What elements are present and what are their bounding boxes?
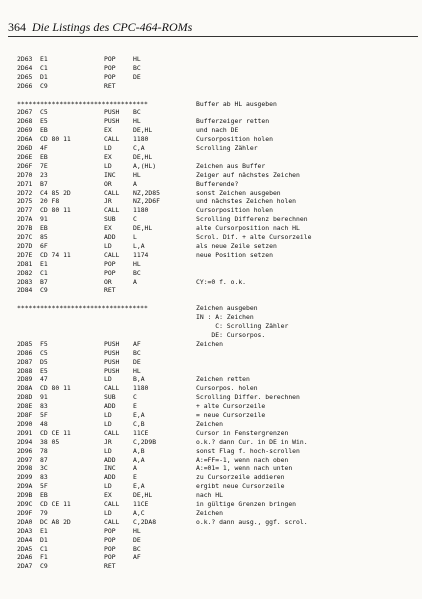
operand: C <box>133 393 137 402</box>
page-number: 364 <box>8 20 26 34</box>
address: 2D87 <box>17 357 33 366</box>
mnemonic: LD <box>104 411 112 419</box>
address: 2D7C <box>17 233 33 241</box>
mnemonic: CALL <box>104 250 120 259</box>
comment: und nach DE <box>196 126 239 135</box>
comment: Zeichen <box>196 339 223 348</box>
mnemonic: LD <box>104 375 112 384</box>
operand: DE,HL <box>133 126 153 135</box>
mnemonic: LD <box>104 508 112 517</box>
opcode-bytes: 47 <box>40 375 48 384</box>
note-text: DE: Cursorpos. <box>196 330 266 339</box>
opcode-bytes: EB <box>40 491 48 500</box>
address: 2D8F <box>17 411 33 419</box>
note-text: IN : A: Zeichen <box>196 313 254 322</box>
comment: + alte Cursorzeile <box>196 402 266 411</box>
section-title: Zeichen ausgeben <box>196 304 258 313</box>
address: 2D9B <box>17 491 33 500</box>
comment: alte Cursorposition nach HL <box>196 224 300 233</box>
mnemonic: CALL <box>104 500 120 508</box>
mnemonic: INC <box>104 464 116 473</box>
address: 2D8E <box>17 402 33 411</box>
operand: HL <box>133 526 141 535</box>
address: 2D85 <box>17 339 33 348</box>
opcode-bytes: 6F <box>40 241 48 250</box>
opcode-bytes: C5 <box>40 348 48 357</box>
comment: Zeiger auf nächstes Zeichen <box>196 170 300 179</box>
mnemonic: RET <box>104 562 116 571</box>
opcode-bytes: C1 <box>40 63 48 72</box>
mnemonic: PUSH <box>104 108 120 117</box>
address: 2D71 <box>17 179 33 188</box>
address: 2DA0 <box>17 517 33 526</box>
opcode-bytes: 91 <box>40 215 48 224</box>
opcode-bytes: 4F <box>40 144 48 152</box>
operand: BC <box>133 268 141 277</box>
operand: DE <box>133 72 141 81</box>
mnemonic: CALL <box>104 206 120 215</box>
comment: = neue Cursorzeile <box>196 411 266 419</box>
address: 2D97 <box>17 455 33 464</box>
mnemonic: CALL <box>104 384 120 393</box>
address: 2D7E <box>17 250 33 259</box>
address: 2D77 <box>17 206 33 215</box>
separator-stars: ********************************** <box>17 99 148 108</box>
separator-stars: ********************************** <box>17 304 148 313</box>
opcode-bytes: 7E <box>40 161 48 170</box>
opcode-bytes: 48 <box>40 419 48 428</box>
mnemonic: EX <box>104 491 112 500</box>
mnemonic: POP <box>104 55 116 63</box>
comment: Zeichen aus Buffer <box>196 161 266 170</box>
comment: als neue Zeile setzen <box>196 241 277 250</box>
operand: E <box>133 402 137 411</box>
address: 2D70 <box>17 170 33 179</box>
operand: HL <box>133 366 141 375</box>
section-title: Buffer ab HL ausgeben <box>196 99 277 108</box>
mnemonic: LD <box>104 419 112 428</box>
opcode-bytes: 23 <box>40 170 48 179</box>
operand: NZ,2D85 <box>133 188 160 197</box>
address: 2D9F <box>17 508 33 517</box>
mnemonic: EX <box>104 126 112 135</box>
mnemonic: RET <box>104 286 116 295</box>
mnemonic: LD <box>104 446 112 455</box>
comment: zu Cursorzeile addieren <box>196 473 285 482</box>
operand: E,A <box>133 411 145 419</box>
opcode-bytes: 91 <box>40 393 48 402</box>
operand: A,C <box>133 508 145 517</box>
opcode-bytes: CD 80 11 <box>40 206 71 215</box>
address: 2D8A <box>17 384 33 393</box>
opcode-bytes: EB <box>40 126 48 135</box>
mnemonic: PUSH <box>104 339 120 348</box>
address: 2D8D <box>17 393 33 402</box>
address: 2DA3 <box>17 526 33 535</box>
operand: AF <box>133 339 141 348</box>
operand: A <box>133 277 137 286</box>
comment: Zeichen <box>196 419 223 428</box>
operand: C <box>133 215 137 224</box>
operand: L,A <box>133 241 145 250</box>
opcode-bytes: C1 <box>40 268 48 277</box>
opcode-bytes: DC A8 2D <box>40 517 71 526</box>
mnemonic: PUSH <box>104 117 120 126</box>
address: 2D91 <box>17 428 33 437</box>
opcode-bytes: CD 80 11 <box>40 384 71 393</box>
mnemonic: ADD <box>104 455 116 464</box>
operand: 1180 <box>133 206 149 215</box>
operand: BC <box>133 348 141 357</box>
address: 2D68 <box>17 117 33 126</box>
opcode-bytes: D5 <box>40 357 48 366</box>
opcode-bytes: 3C <box>40 464 48 473</box>
opcode-bytes: C9 <box>40 81 48 90</box>
mnemonic: POP <box>104 553 116 562</box>
mnemonic: PUSH <box>104 348 120 357</box>
address: 2D96 <box>17 446 33 455</box>
address: 2D7B <box>17 224 33 233</box>
mnemonic: LD <box>104 161 112 170</box>
operand: HL <box>133 259 141 268</box>
mnemonic: JR <box>104 197 112 206</box>
address: 2D94 <box>17 437 33 446</box>
operand: 1180 <box>133 384 149 393</box>
mnemonic: PUSH <box>104 357 120 366</box>
comment: Bufferzeiger retten <box>196 117 270 126</box>
mnemonic: OR <box>104 277 112 286</box>
operand: C,2DA8 <box>133 517 157 526</box>
operand: E,A <box>133 482 145 491</box>
operand: C,B <box>133 419 145 428</box>
operand: DE <box>133 535 141 544</box>
address: 2D63 <box>17 55 33 63</box>
comment: o.k.? dann ausg., ggf. scrol. <box>196 517 308 526</box>
operand: 11CE <box>133 500 149 508</box>
opcode-bytes: C9 <box>40 286 48 295</box>
comment: Zeichen <box>196 508 223 517</box>
mnemonic: SUB <box>104 215 116 224</box>
address: 2D67 <box>17 108 33 117</box>
opcode-bytes: 87 <box>40 455 48 464</box>
address: 2D99 <box>17 473 33 482</box>
mnemonic: POP <box>104 268 116 277</box>
operand: BC <box>133 108 141 117</box>
comment: Cursorpos. holen <box>196 384 258 393</box>
opcode-bytes: C5 <box>40 108 48 117</box>
opcode-bytes: CD 80 11 <box>40 135 71 144</box>
comment: neue Position setzen <box>196 250 273 259</box>
comment: Zeichen retten <box>196 375 250 384</box>
address: 2D7D <box>17 241 33 250</box>
mnemonic: POP <box>104 259 116 268</box>
comment: Cursorposition holen <box>196 206 273 215</box>
comment: ergibt neue Cursorzeile <box>196 482 285 491</box>
operand: BC <box>133 63 141 72</box>
mnemonic: ADD <box>104 473 116 482</box>
address: 2D9C <box>17 500 33 508</box>
operand: C,A <box>133 144 145 152</box>
operand: NZ,2D6F <box>133 197 160 206</box>
operand: DE <box>133 357 141 366</box>
comment: sonst Flag f. hoch-scrollen <box>196 446 300 455</box>
opcode-bytes: CD 74 11 <box>40 250 71 259</box>
comment: sonst Zeichen ausgeben <box>196 188 281 197</box>
mnemonic: LD <box>104 144 112 152</box>
operand: B,A <box>133 375 145 384</box>
address: 2D86 <box>17 348 33 357</box>
address: 2D89 <box>17 375 33 384</box>
address: 2D9A <box>17 482 33 491</box>
address: 2D81 <box>17 259 33 268</box>
mnemonic: JR <box>104 437 112 446</box>
mnemonic: ADD <box>104 402 116 411</box>
address: 2DA6 <box>17 553 33 562</box>
comment: Scrol. Dif. + alte Cursorzeile <box>196 233 312 241</box>
comment: und nächstes Zeichen holen <box>196 197 297 206</box>
operand: HL <box>133 117 141 126</box>
mnemonic: CALL <box>104 135 120 144</box>
opcode-bytes: E5 <box>40 117 48 126</box>
mnemonic: CALL <box>104 188 120 197</box>
mnemonic: ADD <box>104 233 116 241</box>
opcode-bytes: 83 <box>40 473 48 482</box>
mnemonic: CALL <box>104 428 120 437</box>
address: 2D72 <box>17 188 33 197</box>
comment: Scrolling Differenz berechnen <box>196 215 308 224</box>
opcode-bytes: 38 05 <box>40 437 60 446</box>
opcode-bytes: C4 85 2D <box>40 188 71 197</box>
address: 2D82 <box>17 268 33 277</box>
operand: HL <box>133 55 141 63</box>
mnemonic: OR <box>104 179 112 188</box>
operand: DE,HL <box>133 152 153 161</box>
operand: DE,HL <box>133 491 153 500</box>
opcode-bytes: EB <box>40 224 48 233</box>
comment: CY:=0 f. o.k. <box>196 277 247 286</box>
opcode-bytes: 79 <box>40 508 48 517</box>
operand: 1180 <box>133 135 149 144</box>
opcode-bytes: CD CE 11 <box>40 428 71 437</box>
address: 2D90 <box>17 419 33 428</box>
opcode-bytes: 85 <box>40 233 48 241</box>
comment: Cursorposition holen <box>196 135 273 144</box>
address: 2D65 <box>17 72 33 81</box>
mnemonic: POP <box>104 535 116 544</box>
address: 2D88 <box>17 366 33 375</box>
opcode-bytes: E5 <box>40 366 48 375</box>
address: 2D64 <box>17 63 33 72</box>
mnemonic: LD <box>104 482 112 491</box>
opcode-bytes: F5 <box>40 339 48 348</box>
operand: A,(HL) <box>133 161 157 170</box>
address: 2DA5 <box>17 544 33 553</box>
opcode-bytes: C1 <box>40 544 48 553</box>
address: 2D66 <box>17 81 33 90</box>
operand: DE,HL <box>133 224 153 233</box>
address: 2D83 <box>17 277 33 286</box>
address: 2D6A <box>17 135 33 144</box>
mnemonic: POP <box>104 72 116 81</box>
mnemonic: POP <box>104 544 116 553</box>
opcode-bytes: E1 <box>40 259 48 268</box>
mnemonic: INC <box>104 170 116 179</box>
mnemonic: RET <box>104 81 116 90</box>
comment: Bufferende? <box>196 179 239 188</box>
comment: A:=01= 1, wenn nach unten <box>196 464 293 473</box>
operand: 11CE <box>133 428 149 437</box>
page-header <box>8 20 192 35</box>
comment: Cursor in Fenstergrenzen <box>196 428 289 437</box>
note-text: C: Scrolling Zähler <box>196 322 289 330</box>
comment: Scrolling Zähler <box>196 144 258 152</box>
mnemonic: EX <box>104 152 112 161</box>
address: 2D84 <box>17 286 33 295</box>
address: 2D6E <box>17 152 33 161</box>
opcode-bytes: 5F <box>40 411 48 419</box>
comment: o.k.? dann Cur. in DE in Win. <box>196 437 308 446</box>
opcode-bytes: E1 <box>40 526 48 535</box>
page-title: Die Listings des CPC-464-ROMs <box>32 20 193 34</box>
address: 2D6F <box>17 161 33 170</box>
opcode-bytes: F1 <box>40 553 48 562</box>
opcode-bytes: CD CE 11 <box>40 500 71 508</box>
comment: Scrolling Differ. berechnen <box>196 393 300 402</box>
operand: E <box>133 473 137 482</box>
opcode-bytes: E1 <box>40 55 48 63</box>
operand: 1174 <box>133 250 149 259</box>
mnemonic: SUB <box>104 393 116 402</box>
opcode-bytes: 78 <box>40 446 48 455</box>
comment: nach HL <box>196 491 223 500</box>
operand: BC <box>133 544 141 553</box>
opcode-bytes: 5F <box>40 482 48 491</box>
opcode-bytes: B7 <box>40 277 48 286</box>
mnemonic: LD <box>104 241 112 250</box>
opcode-bytes: EB <box>40 152 48 161</box>
operand: A,A <box>133 455 145 464</box>
operand: A,B <box>133 446 145 455</box>
operand: HL <box>133 170 141 179</box>
comment: A:=FF=-1, wenn nach oben <box>196 455 289 464</box>
opcode-bytes: 20 F8 <box>40 197 60 206</box>
opcode-bytes: C9 <box>40 562 48 571</box>
operand: AF <box>133 553 141 562</box>
operand: L <box>133 233 137 241</box>
address: 2D7A <box>17 215 33 224</box>
opcode-bytes: D1 <box>40 72 48 81</box>
address: 2D6D <box>17 144 33 152</box>
opcode-bytes: B7 <box>40 179 48 188</box>
operand: A <box>133 179 137 188</box>
mnemonic: PUSH <box>104 366 120 375</box>
mnemonic: EX <box>104 224 112 233</box>
address: 2D69 <box>17 126 33 135</box>
opcode-bytes: 83 <box>40 402 48 411</box>
address: 2D98 <box>17 464 33 473</box>
mnemonic: CALL <box>104 517 120 526</box>
comment: in gültige Grenzen bringen <box>196 500 297 508</box>
address: 2D75 <box>17 197 33 206</box>
mnemonic: POP <box>104 526 116 535</box>
mnemonic: POP <box>104 63 116 72</box>
address: 2DA7 <box>17 562 33 571</box>
operand: C,2D9B <box>133 437 157 446</box>
operand: A <box>133 464 137 473</box>
address: 2DA4 <box>17 535 33 544</box>
header-rule <box>8 36 418 37</box>
opcode-bytes: D1 <box>40 535 48 544</box>
